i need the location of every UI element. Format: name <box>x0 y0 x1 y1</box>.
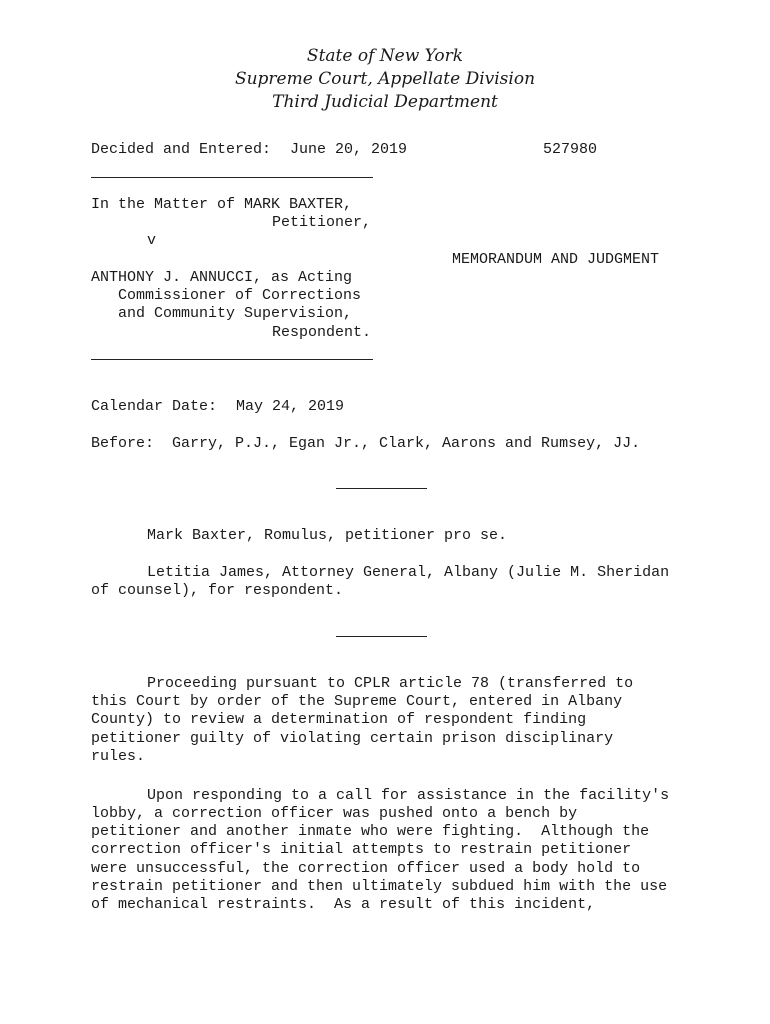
separator-rule-1 <box>336 488 427 489</box>
body-paragraph-2-line: lobby, a correction officer was pushed onto a bench by <box>91 805 578 822</box>
body-paragraph-1-line: rules. <box>91 748 146 765</box>
body-paragraph-2-line: petitioner and another inmate who were fighting. Although the <box>91 823 650 840</box>
body-paragraph-1-line: County) to review a determination of respondent finding <box>91 711 587 728</box>
caption-versus: v <box>147 232 157 249</box>
before-label: Before: <box>91 435 155 452</box>
before-judges: Garry, P.J., Egan Jr., Clark, Aarons and Rumsey, JJ. <box>172 435 641 452</box>
body-paragraph-2-line: were unsuccessful, the correction officer used a body hold to <box>91 860 641 877</box>
caption-petitioner-role: Petitioner, <box>272 214 372 231</box>
court-state: State of New York <box>306 46 464 66</box>
caption-bottom-rule <box>91 359 373 360</box>
caption-respondent-title-2: and Community Supervision, <box>118 305 353 322</box>
separator-rule-2 <box>336 636 427 637</box>
calendar-label: Calendar Date: <box>91 398 218 415</box>
body-paragraph-2-line: correction officer's initial attempts to restrain petitioner <box>91 841 632 858</box>
caption-respondent-role: Respondent. <box>272 324 372 341</box>
appearance-respondent-line-1: Letitia James, Attorney General, Albany (Julie M. Sheridan <box>147 564 670 581</box>
body-paragraph-2-line: of mechanical restraints. As a result of this incident, <box>91 896 596 913</box>
appearance-respondent-line-2: of counsel), for respondent. <box>91 582 344 599</box>
body-paragraph-1-line: this Court by order of the Supreme Court, entered in Albany <box>91 693 623 710</box>
caption-top-rule <box>91 177 373 178</box>
court-header <box>0 45 770 114</box>
caption-petitioner-name: In the Matter of MARK BAXTER, <box>91 196 353 213</box>
court-name: Supreme Court, Appellate Division <box>234 69 536 89</box>
court-department: Third Judicial Department <box>272 92 498 112</box>
docket-number: 527980 <box>543 141 598 158</box>
caption-respondent-title-1: Commissioner of Corrections <box>118 287 362 304</box>
calendar-date: May 24, 2019 <box>236 398 345 415</box>
decided-date: June 20, 2019 <box>290 141 408 158</box>
document-type: MEMORANDUM AND JUDGMENT <box>452 251 660 268</box>
body-paragraph-1-line: petitioner guilty of violating certain prison disciplinary <box>91 730 614 747</box>
caption-respondent-name: ANTHONY J. ANNUCCI, as Acting <box>91 269 353 286</box>
body-paragraph-2-line: Upon responding to a call for assistance in the facility's <box>147 787 670 804</box>
decided-label: Decided and Entered: <box>91 141 272 158</box>
body-paragraph-2-line: restrain petitioner and then ultimately subdued him with the use <box>91 878 668 895</box>
body-paragraph-1-line: Proceeding pursuant to CPLR article 78 (transferred to <box>147 675 634 692</box>
appearance-petitioner: Mark Baxter, Romulus, petitioner pro se. <box>147 527 508 544</box>
